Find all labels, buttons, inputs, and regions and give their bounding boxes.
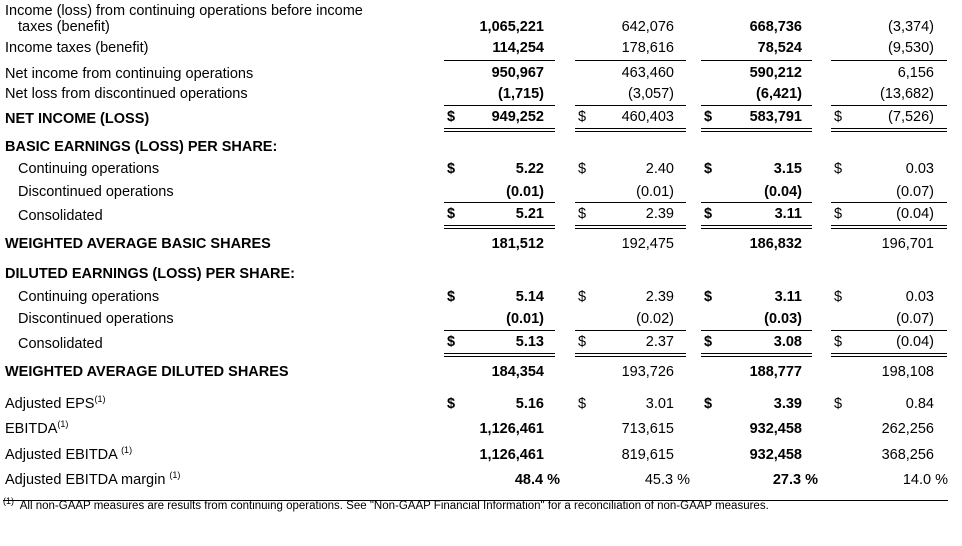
- cell-value: 0.03: [905, 289, 934, 305]
- double-rule: [444, 128, 555, 132]
- double-rule: [831, 128, 947, 132]
- cell-value: 583,791: [749, 109, 802, 125]
- cell-value: (13,682): [879, 86, 934, 102]
- cell-value: 188,777: [749, 364, 802, 380]
- double-rule: [575, 128, 686, 132]
- cell-value: 590,212: [749, 65, 802, 81]
- cell-value: 819,615: [621, 447, 674, 463]
- row-label: Income (loss) from continuing operations before income: [5, 3, 363, 19]
- row-label: Adjusted EBITDA margin $^{(1)}$: [5, 470, 181, 488]
- rule-line: [575, 202, 686, 203]
- currency-symbol: $: [447, 396, 456, 412]
- currency-symbol: $: [447, 334, 456, 350]
- footnote: $^{(1)}$ All non-GAAP measures are results from continuing operations. See "Non-GAAP Financial Information" for a reconciliation of non-GAAP measures.: [3, 496, 769, 512]
- rule-line: [444, 202, 555, 203]
- cell-value: 1,126,461: [479, 447, 544, 463]
- cell-value: 48.4 %: [514, 472, 560, 488]
- double-rule: [575, 225, 686, 229]
- cell-value: (0.07): [896, 311, 934, 327]
- rule-line: [701, 60, 812, 61]
- cell-value: 642,076: [621, 19, 674, 35]
- section-header: DILUTED EARNINGS (LOSS) PER SHARE:: [5, 266, 296, 282]
- double-rule: [444, 225, 555, 229]
- currency-symbol: $: [704, 206, 713, 222]
- row-label: WEIGHTED AVERAGE DILUTED SHARES: [5, 364, 289, 380]
- currency-symbol: $: [578, 206, 587, 222]
- cell-value: 3.01: [645, 396, 674, 412]
- cell-value: (3,057): [628, 86, 674, 102]
- cell-value: (0.01): [506, 184, 544, 200]
- cell-value: (0.07): [896, 184, 934, 200]
- currency-symbol: $: [447, 289, 456, 305]
- currency-symbol: $: [834, 334, 843, 350]
- cell-value: 460,403: [621, 109, 674, 125]
- currency-symbol: $: [834, 109, 843, 125]
- cell-value: (3,374): [888, 19, 934, 35]
- cell-value: 2.40: [645, 161, 674, 177]
- currency-symbol: $: [834, 289, 843, 305]
- double-rule: [575, 353, 686, 357]
- currency-symbol: $: [578, 161, 587, 177]
- cell-value: (0.04): [896, 334, 934, 350]
- row-label: NET INCOME (LOSS): [5, 111, 150, 127]
- cell-value: (0.02): [636, 311, 674, 327]
- cell-value: 2.39: [645, 289, 674, 305]
- double-rule: [701, 225, 812, 229]
- cell-value: 5.13: [515, 334, 544, 350]
- currency-symbol: $: [704, 334, 713, 350]
- cell-value: 3.08: [773, 334, 802, 350]
- cell-value: 192,475: [621, 236, 674, 252]
- currency-symbol: $: [704, 289, 713, 305]
- cell-value: 184,354: [491, 364, 544, 380]
- currency-symbol: $: [704, 109, 713, 125]
- row-label: Consolidated: [18, 208, 103, 224]
- rule-line: [701, 330, 812, 331]
- cell-value: 5.22: [515, 161, 544, 177]
- row-label: Consolidated: [18, 336, 103, 352]
- rule-line: [444, 105, 555, 106]
- rule-line: [444, 330, 555, 331]
- row-label: taxes (benefit): [18, 19, 110, 35]
- cell-value: 181,512: [491, 236, 544, 252]
- cell-value: 932,458: [749, 447, 802, 463]
- row-label: Continuing operations: [18, 289, 160, 305]
- currency-symbol: $: [447, 206, 456, 222]
- currency-symbol: $: [704, 396, 713, 412]
- currency-symbol: $: [578, 334, 587, 350]
- cell-value: (0.01): [636, 184, 674, 200]
- double-rule: [831, 353, 947, 357]
- double-rule: [831, 225, 947, 229]
- cell-value: 3.11: [774, 206, 802, 222]
- currency-symbol: $: [447, 109, 456, 125]
- rule-line: [831, 330, 947, 331]
- cell-value: 186,832: [749, 236, 802, 252]
- cell-value: (6,421): [756, 86, 802, 102]
- row-label: Income taxes (benefit): [5, 40, 149, 56]
- cell-value: 5.14: [515, 289, 544, 305]
- currency-symbol: $: [578, 109, 587, 125]
- row-label: Discontinued operations: [18, 184, 174, 200]
- cell-value: 14.0 %: [902, 472, 948, 488]
- cell-value: (0.01): [506, 311, 544, 327]
- rule-line: [575, 330, 686, 331]
- currency-symbol: $: [578, 396, 587, 412]
- row-label: Adjusted EPS$^{(1)}$: [5, 394, 106, 412]
- row-label: WEIGHTED AVERAGE BASIC SHARES: [5, 236, 271, 252]
- double-rule: [701, 353, 812, 357]
- rule-line: [831, 202, 947, 203]
- cell-value: (7,526): [888, 109, 934, 125]
- cell-value: 6,156: [897, 65, 934, 81]
- cell-value: 3.11: [774, 289, 802, 305]
- cell-value: 3.15: [773, 161, 802, 177]
- cell-value: 463,460: [621, 65, 674, 81]
- row-label: Net income from continuing operations: [5, 66, 254, 82]
- row-label: Adjusted EBITDA $^{(1)}$: [5, 445, 133, 463]
- double-rule: [701, 128, 812, 132]
- section-header: BASIC EARNINGS (LOSS) PER SHARE:: [5, 139, 278, 155]
- cell-value: 713,615: [621, 421, 674, 437]
- cell-value: 950,967: [491, 65, 544, 81]
- currency-symbol: $: [704, 161, 713, 177]
- row-label: EBITDA$^{(1)}$: [5, 419, 69, 437]
- currency-symbol: $: [834, 206, 843, 222]
- cell-value: (0.04): [896, 206, 934, 222]
- row-label: Discontinued operations: [18, 311, 174, 327]
- cell-value: 2.39: [645, 206, 674, 222]
- cell-value: 949,252: [491, 109, 544, 125]
- currency-symbol: $: [834, 161, 843, 177]
- cell-value: 178,616: [621, 40, 674, 56]
- rule-line: [831, 105, 947, 106]
- cell-value: 262,256: [881, 421, 934, 437]
- cell-value: 0.84: [905, 396, 934, 412]
- cell-value: 2.37: [645, 334, 674, 350]
- cell-value: 368,256: [881, 447, 934, 463]
- cell-value: 5.16: [515, 396, 544, 412]
- rule-line: [444, 60, 555, 61]
- cell-value: 5.21: [515, 206, 544, 222]
- double-rule: [444, 353, 555, 357]
- cell-value: (9,530): [888, 40, 934, 56]
- cell-value: 193,726: [621, 364, 674, 380]
- rule-line: [831, 60, 947, 61]
- row-label: Continuing operations: [18, 161, 160, 177]
- currency-symbol: $: [578, 289, 587, 305]
- currency-symbol: $: [834, 396, 843, 412]
- cell-value: 932,458: [749, 421, 802, 437]
- cell-value: 668,736: [749, 19, 802, 35]
- rule-line: [575, 60, 686, 61]
- cell-value: 3.39: [773, 396, 802, 412]
- rule-line: [575, 105, 686, 106]
- cell-value: (0.03): [764, 311, 802, 327]
- rule-line: [701, 105, 812, 106]
- cell-value: 27.3 %: [772, 472, 818, 488]
- cell-value: 1,126,461: [479, 421, 544, 437]
- cell-value: 78,524: [757, 40, 802, 56]
- cell-value: (1,715): [498, 86, 544, 102]
- cell-value: 0.03: [905, 161, 934, 177]
- cell-value: 114,254: [492, 40, 544, 56]
- rule-line: [701, 202, 812, 203]
- currency-symbol: $: [447, 161, 456, 177]
- cell-value: (0.04): [764, 184, 802, 200]
- cell-value: 198,108: [881, 364, 934, 380]
- cell-value: 1,065,221: [479, 19, 544, 35]
- cell-value: 45.3 %: [644, 472, 690, 488]
- cell-value: 196,701: [881, 236, 934, 252]
- row-label: Net loss from discontinued operations: [5, 86, 248, 102]
